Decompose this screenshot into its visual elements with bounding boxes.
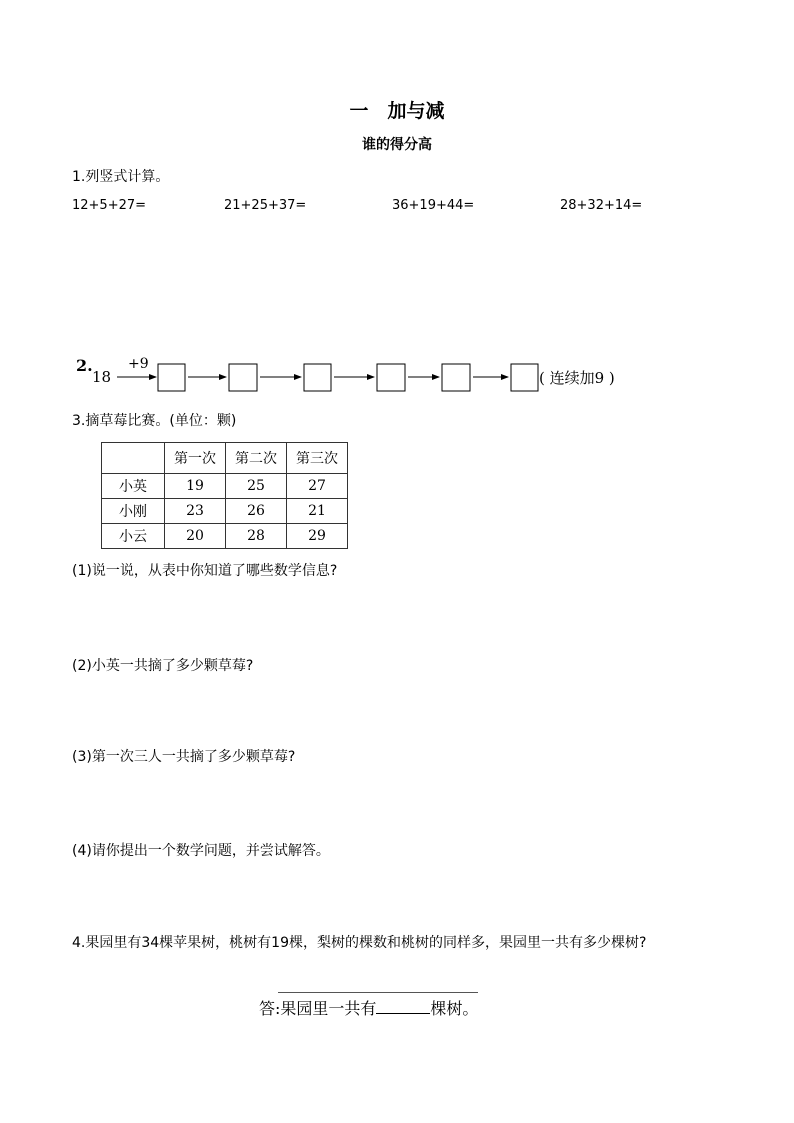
table-cell: 28	[226, 524, 287, 549]
table-cell: 21	[287, 499, 348, 524]
table-cell: 26	[226, 499, 287, 524]
sub-question-1: (1)说一说，从表中你知道了哪些数学信息?	[72, 563, 338, 579]
chain-start-number: 18	[92, 368, 112, 386]
expression-1: 12+5+27=	[72, 198, 147, 213]
page-subtitle: 谁的得分高	[362, 137, 432, 153]
answer-suffix: 棵树。	[430, 999, 479, 1018]
question-1-label: 1.列竖式计算。	[72, 169, 170, 185]
answer-box-4[interactable]	[377, 364, 405, 391]
strawberry-table	[101, 442, 348, 549]
answer-box-1[interactable]	[158, 364, 185, 391]
answer-blank[interactable]	[376, 997, 430, 1014]
question-2-number: 2.	[76, 356, 93, 375]
chain-step-label: +9	[128, 356, 149, 372]
table-cell: 20	[165, 524, 226, 549]
answer-line	[259, 996, 478, 1019]
table-row-name: 小英	[102, 474, 165, 499]
page-title: 一 加与减	[349, 100, 445, 122]
sub-question-4: (4)请你提出一个数学问题，并尝试解答。	[72, 843, 330, 859]
table-row-name: 小云	[102, 524, 165, 549]
table-cell: 23	[165, 499, 226, 524]
table-row	[102, 474, 348, 499]
table-row	[102, 499, 348, 524]
table-row	[102, 524, 348, 549]
table-header-cell: 第一次	[165, 443, 226, 474]
answer-divider-line	[278, 992, 478, 993]
table-cell: 25	[226, 474, 287, 499]
sub-question-3: (3)第一次三人一共摘了多少颗草莓?	[72, 749, 296, 765]
sub-question-2: (2)小英一共摘了多少颗草莓?	[72, 658, 254, 674]
answer-prefix: 答:果园里一共有	[259, 999, 377, 1018]
table-row-name: 小刚	[102, 499, 165, 524]
table-cell: 29	[287, 524, 348, 549]
chain-note: ( 连续加9 )	[539, 369, 615, 387]
number-chain-diagram	[70, 350, 650, 396]
table-cell: 27	[287, 474, 348, 499]
expression-3: 36+19+44=	[392, 198, 475, 213]
table-cell: 19	[165, 474, 226, 499]
answer-box-3[interactable]	[304, 364, 331, 391]
expression-4: 28+32+14=	[560, 198, 643, 213]
question-4-label: 4.果园里有34棵苹果树，桃树有19棵，梨树的棵数和桃树的同样多，果园里一共有多少棵树?	[72, 935, 647, 951]
expression-2: 21+25+37=	[224, 198, 307, 213]
table-header-cell	[102, 443, 165, 474]
question-3-label: 3.摘草莓比赛。(单位：颗)	[72, 413, 237, 429]
answer-box-5[interactable]	[442, 364, 470, 391]
answer-box-2[interactable]	[229, 364, 257, 391]
table-header-cell: 第二次	[226, 443, 287, 474]
table-header-cell: 第三次	[287, 443, 348, 474]
answer-box-6[interactable]	[511, 364, 538, 391]
table-header-row	[102, 443, 348, 474]
